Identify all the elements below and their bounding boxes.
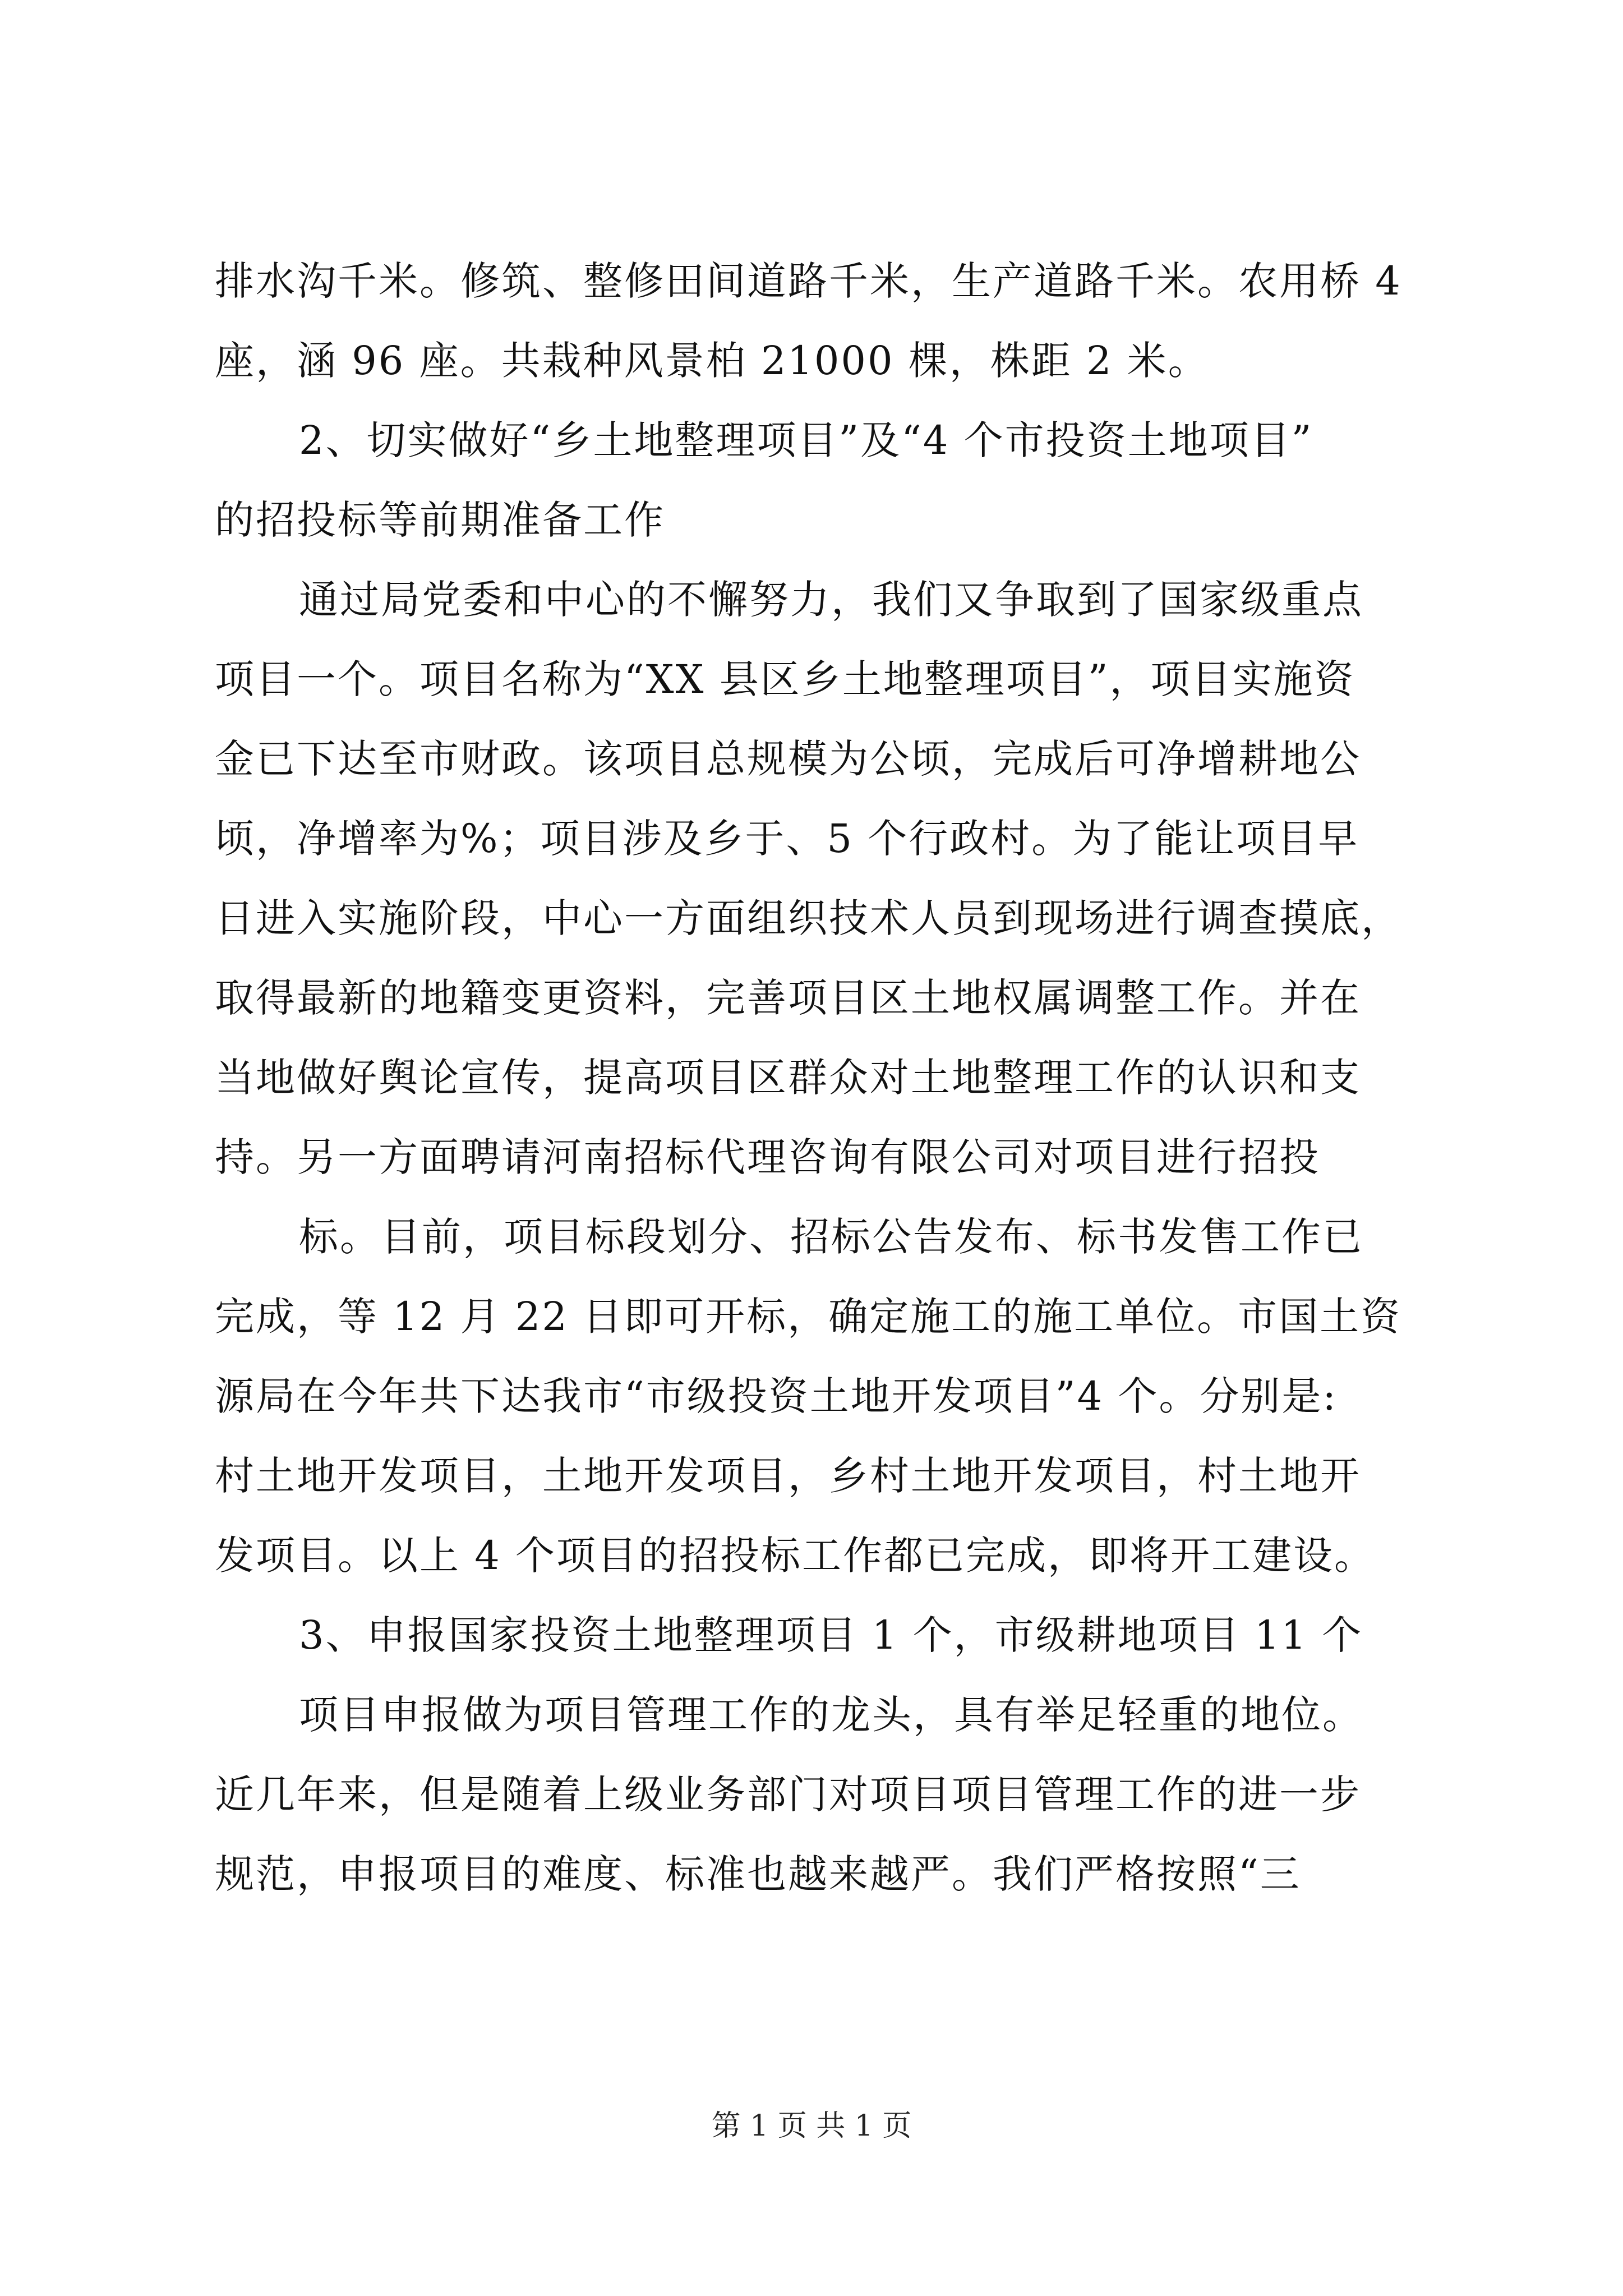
page-footer: 第 1 页 共 1 页 xyxy=(711,2109,912,2143)
text-line: 发项目。以上 4 个项目的招投标工作都已完成，即将开工建设。 xyxy=(215,1533,1376,1579)
section-heading-line: 的招投标等前期准备工作 xyxy=(215,497,665,543)
text-line: 座，涵 96 座。共栽种风景柏 21000 棵，株距 2 米。 xyxy=(215,338,1209,384)
text-line: 村土地开发项目，土地开发项目，乡村土地开发项目，村土地开 xyxy=(215,1453,1361,1499)
text-line: 完成，等 12 月 22 日即可开标，确定施工的施工单位。市国土资 xyxy=(215,1294,1402,1340)
text-line: 项目申报做为项目管理工作的龙头，具有举足轻重的地位。 xyxy=(299,1692,1363,1738)
text-line: 标。目前，项目标段划分、招标公告发布、标书发售工作已 xyxy=(299,1214,1363,1260)
document-body xyxy=(215,241,1426,1914)
text-line: 金已下达至市财政。该项目总规模为公顷，完成后可净增耕地公 xyxy=(215,736,1361,782)
text-line: 项目一个。项目名称为“XX 县区乡土地整理项目”，项目实施资 xyxy=(215,656,1355,702)
text-line: 源局在今年共下达我市“市级投资土地开发项目”4 个。分别是: xyxy=(215,1373,1338,1419)
text-line: 取得最新的地籍变更资料，完善项目区土地权属调整工作。并在 xyxy=(215,975,1361,1021)
text-line: 持。另一方面聘请河南招标代理咨询有限公司对项目进行招投 xyxy=(215,1134,1320,1180)
text-line: 规范，申报项目的难度、标准也越来越严。我们严格按照“三 xyxy=(215,1851,1301,1897)
text-line: 近几年来，但是随着上级业务部门对项目项目管理工作的进一步 xyxy=(215,1772,1361,1818)
text-line: 顷，净增率为%；项目涉及乡于、5 个行政村。为了能让项目早 xyxy=(215,816,1359,862)
section-heading-line: 3、申报国家投资土地整理项目 1 个，市级耕地项目 11 个 xyxy=(299,1612,1363,1658)
text-line: 通过局党委和中心的不懈努力，我们又争取到了国家级重点 xyxy=(299,577,1363,623)
text-line: 排水沟千米。修筑、整修田间道路千米，生产道路千米。农用桥 4 xyxy=(215,258,1402,304)
text-line: 日进入实施阶段，中心一方面组织技术人员到现场进行调查摸底， xyxy=(215,895,1402,941)
section-heading-line: 2、切实做好“乡土地整理项目”及“4 个市投资土地项目” xyxy=(299,417,1313,463)
text-line: 当地做好舆论宣传，提高项目区群众对土地整理工作的认识和支 xyxy=(215,1055,1361,1101)
